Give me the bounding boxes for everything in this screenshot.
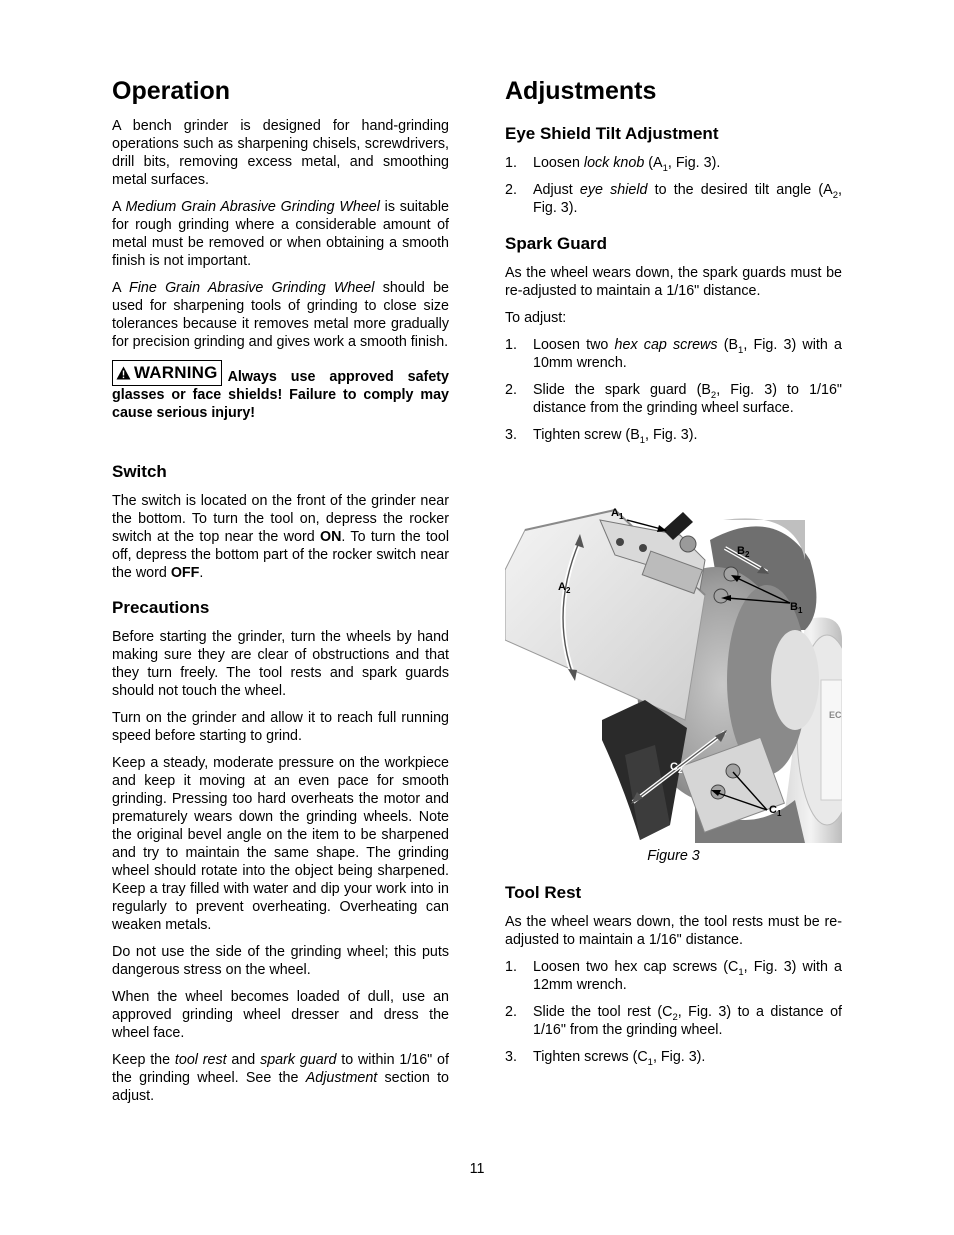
precaution-paragraph: Turn on the grinder and allow it to reach full running speed before starting to grind. <box>112 710 449 744</box>
spark-guard-to-adjust: To adjust: <box>505 310 567 326</box>
label-c2: $C_2$ <box>670 761 683 775</box>
eye-shield-section <box>505 124 842 226</box>
operation-title: Operation <box>112 77 231 105</box>
adjustments-title: Adjustments <box>505 77 657 105</box>
precautions-section <box>112 598 449 1114</box>
list-item: 3. Tighten screw ($B_1$, Fig. 3). <box>505 427 698 446</box>
warning-text: Always use approved safety glasses or face shields! Failure to comply may cause serious injury! <box>112 369 449 421</box>
figure-3-photo <box>505 500 842 843</box>
list-item: 1. Loosen lock knob ($A_1$, Fig. 3). <box>505 155 721 174</box>
tool-rest-paragraph: As the wheel wears down, the tool rests must be re-adjusted to maintain a 1/16" distance. <box>505 914 842 948</box>
grinder-illustration <box>505 500 842 843</box>
fine-wheel-paragraph: A Fine Grain Abrasive Grinding Wheel should be used for sharpening tools of grinding to close size tolerances because it removes metal more gradually for precision grinding and gives work a smooth finish. <box>112 280 449 350</box>
intro-paragraph: A bench grinder is designed for hand-grinding operations such as sharpening chisels, screwdrivers, drill bits, removing excess metal, and smoothing metal surfaces. <box>112 118 449 188</box>
precaution-paragraph: When the wheel becomes loaded of dull, use an approved grinding wheel dresser and dress the wheel face. <box>112 989 449 1041</box>
list-item: 1. Loosen two hex cap screws ($C_1$, Fig. 3) with a 12mm wrench. <box>505 959 842 993</box>
operation-body <box>112 117 449 431</box>
medium-wheel-paragraph: A Medium Grain Abrasive Grinding Wheel is suitable for rough grinding where a considerable amount of metal must be removed or when obtaining a smooth finish is not important. <box>112 199 449 269</box>
tool-rest-section <box>505 883 842 1075</box>
list-item: 1. Loosen two hex cap screws ($B_1$, Fig. 3) with a 10mm wrench. <box>505 337 842 371</box>
label-a1: $A_1$ <box>611 507 624 521</box>
spark-guard-steps <box>505 336 842 444</box>
tool-rest-heading: Tool Rest <box>505 883 582 902</box>
figure-caption: Figure 3 <box>647 848 700 864</box>
switch-paragraph: The switch is located on the front of the grinder near the bottom. To turn the tool on, depress the rocker switch at the top near the word ON. To turn the tool off, depress the bottom part of the rocker switch near the word OFF. <box>112 493 449 581</box>
spark-guard-paragraph: As the wheel wears down, the spark guards must be re-adjusted to maintain a 1/16" distance. <box>505 265 842 299</box>
label-b2: $B_2$ <box>737 545 750 559</box>
eye-shield-steps <box>505 154 842 217</box>
list-item: 2. Slide the spark guard ($B_2$, Fig. 3) to 1/16" distance from the grinding wheel surface. <box>505 382 842 416</box>
switch-heading: Switch <box>112 462 167 481</box>
spark-guard-heading: Spark Guard <box>505 234 608 253</box>
precaution-paragraph: Keep a steady, moderate pressure on the workpiece and keep it moving at an even pace for smooth grinding. Pressing too hard overheats the motor and prematurely wears down the grinding wheels. Note the original bevel angle on the item to be sharpened and try to maintain the same shape. The grinding wheel should rotate into the object being sharpened. Keep a tray filled with water and dip your work into in regularly to prevent overheating. Overheating can weaken metals. <box>112 755 449 933</box>
list-item: 3. Tighten screws ($C_1$, Fig. 3). <box>505 1049 706 1068</box>
warning-triangle-icon <box>116 366 131 380</box>
list-item: 2. Adjust eye shield to the desired tilt angle ($A_2$, Fig. 3). <box>505 182 842 216</box>
warning-badge: WARNING <box>112 360 222 386</box>
page-number: 11 <box>469 1161 485 1177</box>
switch-section <box>112 462 449 591</box>
tool-rest-steps <box>505 958 842 1066</box>
label-b1: $B_1$ <box>790 601 803 615</box>
warning-notice <box>112 360 449 422</box>
label-c1: $C_1$ <box>769 804 782 818</box>
precaution-paragraph: Do not use the side of the grinding wheel; this puts dangerous stress on the wheel. <box>112 944 449 978</box>
eye-shield-heading: Eye Shield Tilt Adjustment <box>505 124 719 143</box>
label-a2: $A_2$ <box>558 581 571 595</box>
spark-guard-section <box>505 234 842 453</box>
precaution-last-paragraph: Keep the tool rest and spark guard to within 1/16" of the grinding wheel. See the Adjustment section to adjust. <box>112 1052 450 1104</box>
list-item: 2. Slide the tool rest ($C_2$, Fig. 3) to a distance of 1/16" from the grinding wheel. <box>505 1004 842 1038</box>
precautions-heading: Precautions <box>112 598 210 617</box>
precaution-paragraph: Before starting the grinder, turn the wheels by hand making sure they are clear of obstructions and that they turn freely. The tool rests and spark guards should not touch the wheel. <box>112 629 449 699</box>
brand-label: EC <box>829 710 842 720</box>
